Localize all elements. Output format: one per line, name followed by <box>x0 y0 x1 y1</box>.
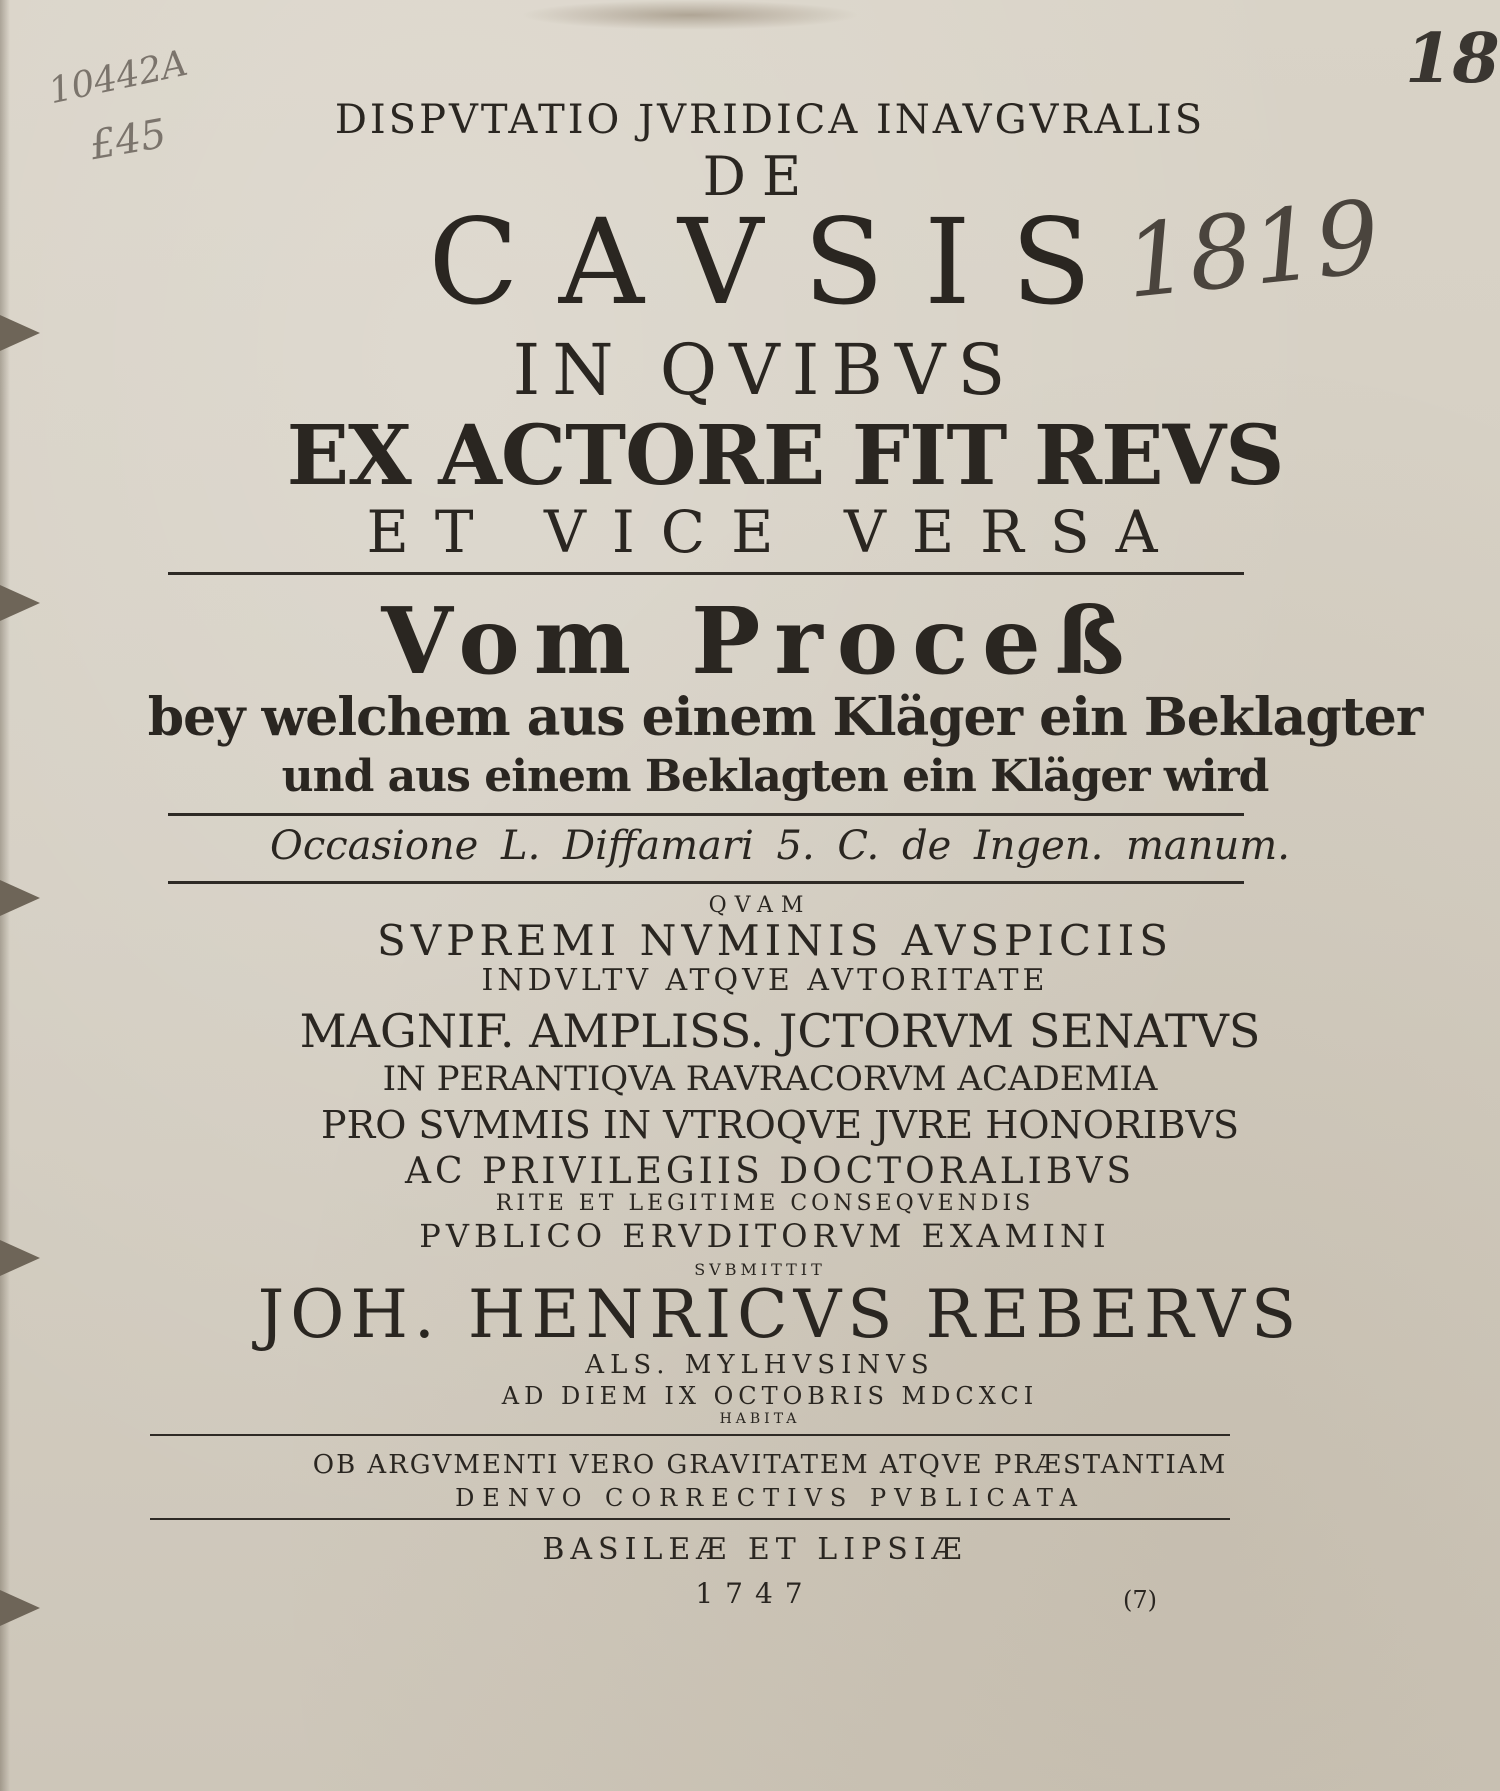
disputation-date: AD DIEM IX OCTOBRIS MDCXCI <box>501 1382 1039 1410</box>
handwritten-price: £45 <box>86 110 170 170</box>
handwritten-year: 1819 <box>1119 178 1385 321</box>
dedication-line-2: INDVLTV ATQVE AVTORITATE <box>481 963 1049 998</box>
title-line-5: EX ACTORE FIT REVS <box>286 408 1284 504</box>
dedication-line-8: PVBLICO ERVDITORVM EXAMINI <box>419 1217 1111 1255</box>
occasion-line: Occasione L. Diffamari 5. C. de Ingen. manum. <box>270 823 1290 869</box>
imprint-year: 1747 <box>695 1577 815 1610</box>
republication-line-1: OB ARGVMENTI VERO GRAVITATEM ATQVE PRÆSTANTIAM <box>312 1450 1228 1480</box>
dedication-line-3: MAGNIF. AMPLISS. JCTORVM SENATVS <box>299 1004 1261 1058</box>
divider-rule <box>150 1434 1230 1436</box>
tract-number: (7) <box>1123 1586 1157 1614</box>
title-line-4: IN QVIBVS <box>512 329 1018 411</box>
divider-rule <box>168 572 1244 575</box>
title-line-6: ET VICE VERSA <box>366 498 1184 566</box>
title-line-2: DE <box>702 145 818 208</box>
republication-line-2: DENVO CORRECTIVS PVBLICATA <box>455 1484 1085 1512</box>
handwritten-shelfmark: 10442A <box>45 42 192 113</box>
dedication-line-1: SVPREMI NVMINIS AVSPICIIS <box>376 916 1173 965</box>
handwritten-number: 18 <box>1405 19 1500 99</box>
submittit-line: SVBMITTIT <box>694 1260 826 1279</box>
title-main: CAVSIS <box>428 193 1132 331</box>
german-title: Vom Proceß <box>381 587 1139 695</box>
paper-stain <box>520 0 860 30</box>
dedication-line-7: RITE ET LEGITIME CONSEQVENDIS <box>495 1191 1035 1216</box>
divider-rule <box>168 813 1244 816</box>
title-line-1: DISPVTATIO JVRIDICA INAVGVRALIS <box>334 97 1206 143</box>
dedication-line-4: IN PERANTIQVA RAVRACORVM ACADEMIA <box>382 1059 1158 1099</box>
quam-line: QVAM <box>708 893 812 918</box>
german-line-3: und aus einem Beklagten ein Kläger wird <box>281 751 1269 802</box>
divider-rule <box>150 1518 1230 1520</box>
habita-line: HABITA <box>719 1411 801 1427</box>
author-name: JOH. HENRICVS REBERVS <box>257 1276 1303 1353</box>
imprint-place: BASILEÆ ET LIPSIÆ <box>542 1532 968 1567</box>
author-origin: ALS. MYLHVSINVS <box>585 1350 935 1380</box>
dedication-line-6: AC PRIVILEGIIS DOCTORALIBVS <box>404 1151 1136 1192</box>
german-line-2: bey welchem aus einem Kläger ein Beklagter <box>147 687 1423 748</box>
divider-rule <box>168 881 1244 884</box>
dedication-line-5: PRO SVMMIS IN VTROQVE JVRE HONORIBVS <box>321 1103 1239 1147</box>
